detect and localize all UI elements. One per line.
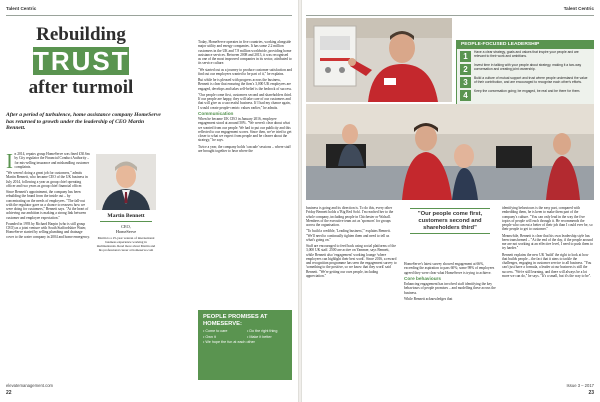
right-column-3: identifying behaviours is the easy part, compared with embedding them, he is keen to make them part of the company's culture. "You can only lead in the way the five topics of people will each through it. He recommends the people who can eat a better of their job than I could ever be, so their people to get to customer." Meanwhile, Bennett is clear that his own leadership style has been transformed – "At the end of the day, if the people around me are not working at an effective level, I need to push them to try harder." Bennett explains the new UK 'build' the right to look at how that builds people – the fact that it aims to tackle the challenges, engaging in customer service to all business. "You can't just have a formula, a leader at our business is still the success. "We're still learning, and there will always be a lot more we can do," he says. "It's a small, but it's the way to be".: [502, 206, 593, 278]
right-page: [302, 0, 600, 402]
pull-quote: "Our people come first, customers second and shareholders third": [404, 206, 496, 236]
header-rule-right: [306, 15, 594, 16]
headline-trust: TRUST: [33, 46, 130, 76]
leadership-tip: 3 Build a culture of mutual support and trust where people understand the value of their contribution, and are encouraged to recognise each other's efforts.: [460, 77, 591, 88]
page-number-right: 23: [588, 390, 594, 396]
footer-issue: Issue 3 – 2017: [566, 383, 594, 388]
profile-name: Martin Bennett: [107, 213, 145, 219]
tip-number: 3: [460, 77, 471, 88]
right-column-1: business is going and its direction is. To do this, every other Friday Bennett holds a 'Big Red Sofa'. I'm reached her to the whole company, including people in Chichester or Walsall. Members of the executive team act as 'sponsors' for groups across the organisation. "To build a credible, 'Leading business'," explains Bennett. "We'll need to continually tighten them and need to tell us what's going on." Staff are encouraged to feed back using social platforms of the 3,000 UK staff. 2500 are active on Yammer, says Bennett, while Bennett also 'engagement' working lounge 'where employees can highlight their best work'. Since 2016, a reward and recognition programme has seen the engagement survey to 'something to the positive, so we know that they work' said Bennett. "We're getting our own people, including appreciation.": [306, 206, 397, 278]
tip-number: 1: [460, 51, 471, 62]
promise-item: • Own it: [203, 335, 247, 341]
martin-bennett-portrait: [96, 154, 156, 210]
promise-item: • Make it better: [247, 335, 272, 341]
profile-role: CEO,: [121, 224, 131, 229]
leadership-tip: 1 Have a clear strategy, goals and values that inspire your people and are relevant to their work and ambitions.: [460, 51, 591, 62]
headline-line3: after turmoil: [28, 77, 134, 98]
subhead-communication: Communication: [198, 110, 234, 116]
tip-number: 2: [460, 64, 471, 75]
promise-item: • Do the right thing: [247, 329, 277, 335]
page-number-left: 22: [6, 390, 12, 396]
tip-number: 4: [460, 90, 471, 101]
profile-block: [96, 213, 156, 253]
profile-company: HomeServe: [115, 229, 137, 234]
leadership-title: PEOPLE-FOCUSED LEADERSHIP: [457, 40, 594, 49]
section-tag-right: Talent Centric: [563, 6, 594, 11]
profile-rule: [100, 221, 152, 222]
subhead-core-behaviours: Core behaviours: [404, 275, 441, 281]
promises-title: PEOPLE PROMISES AT HOMESERVE:: [203, 314, 268, 327]
header-rule-left: [6, 15, 292, 16]
left-column-1: In 2014, repairs group HomeServe was fined £30.6m by City regulator the Financial Conduct Authority – for mis-selling insurance and mishandling customer complaints. "We weren't doing a great job for customers," admits Martin Bennett, who became CEO of the UK business in July 2014, following a year as group chief operating officer and two years as group chief financial officer. Since Bennett's appointment, the company has been rebuilding the brand from the inside out – by concentrating on the needs of employees. "The fall-out with the regulator gave us a chance to reassess how we were doing for customers," Bennett says. "At the heart of achieving our ambition is making a strong link between customer and employee expectation." Founded in 1993 by Richard Harpin (who is still group CEO) as a joint venture with South Staffordshire Water, HomeServe started by selling plumbing and drainage cover to the water company in 2004 and home emergency.: [6, 152, 90, 239]
headline-line1: Rebuilding: [36, 24, 126, 45]
leadership-tip: 2 Invest time in talking with your people about strategy, making it a two-way conversation and creating joint ownership.: [460, 64, 591, 75]
promise-item: • Come to care: [203, 329, 247, 335]
people-promises-box: [198, 310, 292, 380]
drop-cap: I: [6, 152, 13, 173]
office-staff-photo: [306, 104, 594, 200]
right-column-2: HomeServe's latest survey showed engagement at 66%, exceeding the aspiration to pass 60%; some 98% of employees agreed they were clear what HomeServe is trying to achieve. Core behaviours Enhancing engagement has involved staff identifying the key behaviours of people promises – and modelling these across the business. While Bennett acknowledges that: [404, 262, 496, 301]
leadership-tip: 4 Keep the conversation going; be engaged, be real and be there for them.: [460, 90, 591, 101]
standfirst: After a period of turbulence, home assistance company HomeServe has returned to growth under the leadership of CEO Martin Bennett.: [6, 112, 161, 132]
footer-url: elevatemanagement.com: [6, 383, 54, 388]
promise-item: • We hope the fun at each other: [203, 340, 287, 346]
profile-bio: Martin is a 25-year veteran of international business experience working in multinationals. Read more about Martin and his professional career at homeserve.com: [96, 236, 156, 252]
section-tag-left: Talent Centric: [6, 6, 37, 11]
engineer-boiler-photo: [306, 18, 452, 102]
left-column-3: Today, HomeServe operates in five countries, working alongside major utility and energy companies. It has some 2.2 million customers in the UK and 7.8 million worldwide, providing home assistance services. Between 2008 and 2013, it was recognised as one of the most improved companies in its sector, attributed to its service culture. "We started out as a journey to produce customer satisfaction and find out our employees wanted to be part of it," he explains. But while he is pleased with progress across the business, Bennett is clear that ensuring the firm's 3,000 UK employees are engaged, develops and takes self-belief is the bedrock of success. "Our people come first, customers second and shareholders third. If our people are happy, they will take care of our customers and that will give us a successful business. If I had my chance again, I would create people-centric values earlier," he admits. Communication When he became UK CEO in January 2016, employee engagement stood at around 50%. "We weren't clear about what we wanted from our people. We had to put our publicity and this reflected to our engagement scores. Since then, we've tried to get closer to what we expect from people and be clearer about the strategy," he says. Twice a year, the company holds 'cascade' sessions – where staff are brought together to hear where the: [198, 40, 292, 153]
left-page: [0, 0, 298, 402]
